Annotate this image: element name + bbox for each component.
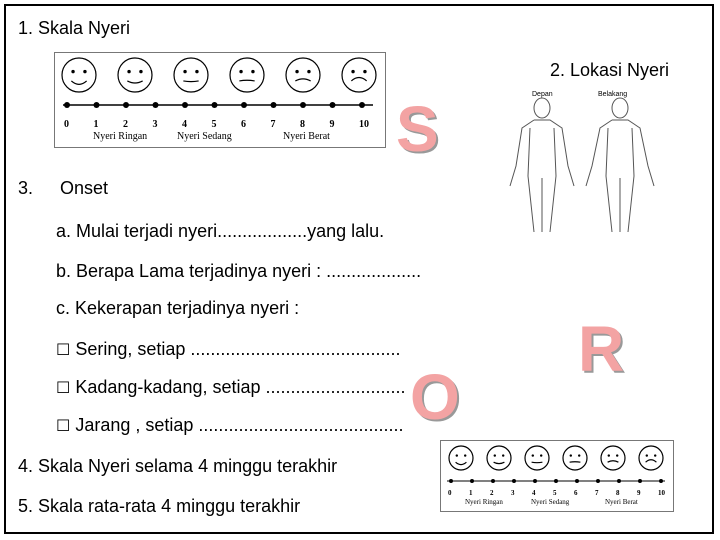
- item-onset-label: Onset: [60, 178, 109, 198]
- pain-face-icon: [118, 58, 152, 92]
- scale-number: 9: [329, 119, 335, 130]
- scale-label-sedang: Nyeri Sedang: [177, 131, 232, 142]
- pain-scale-bottom: [440, 440, 674, 512]
- scale-tick: [212, 102, 218, 108]
- scale-number: 8: [616, 489, 620, 497]
- scale-number: 6: [574, 489, 578, 497]
- checkbox-icon[interactable]: ☐: [56, 416, 71, 435]
- pain-face-icon: [639, 446, 663, 470]
- option-sering[interactable]: [56, 339, 400, 360]
- scale-label-ringan: Nyeri Ringan: [93, 131, 148, 142]
- pain-scale-faces-bottom: [441, 441, 673, 511]
- option-kadang-label: Kadang-kadang, setiap ............................: [75, 377, 406, 397]
- scale-number: 9: [637, 489, 641, 497]
- pain-face-icon: [601, 446, 625, 470]
- body-front-label: Depan: [532, 91, 553, 98]
- scale-tick: [575, 479, 579, 483]
- scale-tick: [596, 479, 600, 483]
- scale-number: 1: [93, 119, 99, 130]
- item-lokasi-nyeri: 2. Lokasi Nyeri: [550, 60, 670, 80]
- scale-tick: [470, 479, 474, 483]
- scale-tick: [123, 102, 129, 108]
- scale-tick: [638, 479, 642, 483]
- scale-tick: [153, 102, 159, 108]
- scale-label-berat: Nyeri Berat: [605, 498, 638, 506]
- scale-tick: [554, 479, 558, 483]
- scale-tick: [491, 479, 495, 483]
- scale-number: 0: [448, 489, 452, 497]
- scale-tick: [300, 102, 306, 108]
- item-skala-4-minggu: 4. Skala Nyeri selama 4 minggu terakhir: [18, 456, 338, 476]
- scale-label-ringan: Nyeri Ringan: [465, 498, 503, 506]
- option-sering-label: Sering, setiap ..........................................: [75, 339, 401, 359]
- scale-tick: [533, 479, 537, 483]
- body-front-outline: [510, 98, 574, 232]
- pain-face-icon: [563, 446, 587, 470]
- pain-face-icon: [487, 446, 511, 470]
- scale-number: 2: [490, 489, 494, 497]
- scale-number: 1: [469, 489, 473, 497]
- body-map-figure: [498, 86, 670, 238]
- scale-tick: [617, 479, 621, 483]
- letter-o: O: [410, 361, 460, 433]
- checkbox-icon[interactable]: ☐: [56, 378, 71, 397]
- scale-tick: [64, 102, 70, 108]
- scale-number: 4: [532, 489, 536, 497]
- scale-number: 5: [553, 489, 557, 497]
- scale-tick: [182, 102, 188, 108]
- option-jarang[interactable]: [56, 415, 403, 436]
- scale-tick: [359, 102, 365, 108]
- scale-number: 6: [241, 119, 246, 130]
- pain-scale-top: [54, 52, 386, 148]
- pain-face-icon: [286, 58, 320, 92]
- option-kadang[interactable]: [56, 377, 406, 398]
- body-back-outline: [586, 98, 654, 232]
- pain-face-icon: [62, 58, 96, 92]
- body-back-label: Belakang: [598, 91, 628, 98]
- checkbox-icon[interactable]: ☐: [56, 340, 71, 359]
- scale-tick: [241, 102, 247, 108]
- scale-tick: [94, 102, 100, 108]
- scale-number: 3: [511, 489, 515, 497]
- pain-scale-faces-top: [55, 53, 385, 147]
- scale-number: 8: [300, 119, 305, 130]
- letter-s: S: [396, 93, 439, 165]
- scale-number: 5: [211, 119, 217, 130]
- scale-number: 2: [123, 119, 128, 130]
- item-onset-number: 3.: [18, 178, 34, 198]
- scale-tick: [330, 102, 336, 108]
- option-jarang-label: Jarang , setiap .........................................: [75, 415, 404, 435]
- scale-tick: [512, 479, 516, 483]
- pain-face-icon: [525, 446, 549, 470]
- pain-face-icon: [174, 58, 208, 92]
- scale-number: 0: [64, 119, 69, 130]
- onset-question-c: c. Kekerapan terjadinya nyeri :: [56, 298, 300, 318]
- scale-number: 10: [359, 119, 369, 130]
- scale-tick: [449, 479, 453, 483]
- onset-question-a: a. Mulai terjadi nyeri..................yang lalu.: [56, 221, 385, 241]
- scale-number: 4: [182, 119, 187, 130]
- body-map: [498, 86, 670, 238]
- scale-label-berat: Nyeri Berat: [283, 131, 330, 142]
- scale-number: 3: [152, 119, 158, 130]
- scale-label-sedang: Nyeri Sedang: [531, 498, 570, 506]
- letter-r: R: [578, 313, 625, 385]
- scale-tick: [659, 479, 663, 483]
- scale-number: 7: [595, 489, 599, 497]
- pain-face-icon: [230, 58, 264, 92]
- item-skala-rata-rata: 5. Skala rata-rata 4 minggu terakhir: [18, 496, 301, 516]
- pain-face-icon: [342, 58, 376, 92]
- scale-tick: [271, 102, 277, 108]
- pain-face-icon: [449, 446, 473, 470]
- item-skala-nyeri: 1. Skala Nyeri: [18, 18, 131, 38]
- scale-number: 10: [658, 489, 665, 497]
- scale-number: 7: [270, 119, 276, 130]
- onset-question-b: b. Berapa Lama terjadinya nyeri : ...................: [56, 261, 422, 281]
